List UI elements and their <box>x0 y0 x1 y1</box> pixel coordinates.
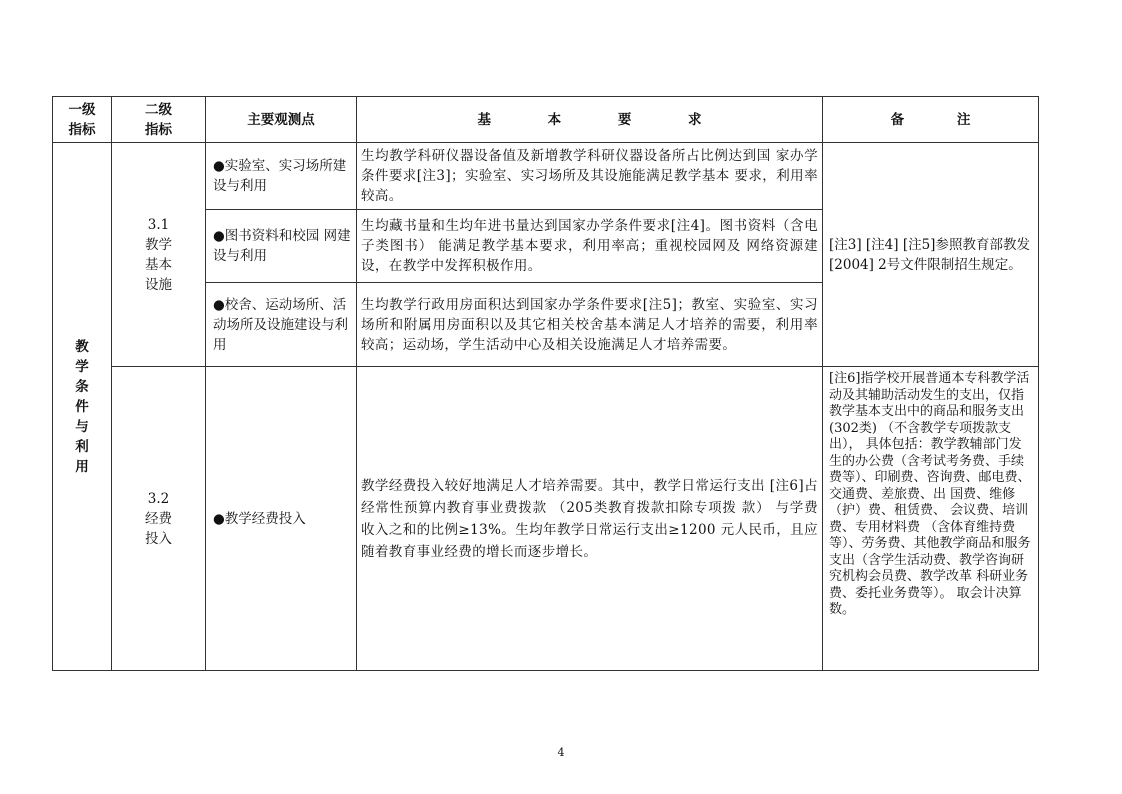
requirement-text: 生均教学科研仪器设备值及新增教学科研仪器设备所占比例达到国 家办学条件要求[注3]；实验室、实习场所及其设施能满足教学基本 要求，利用率较高。 <box>357 143 823 210</box>
page-number: 4 <box>557 746 565 759</box>
remark-cell: [注3] [注4] [注5]参照教育部教发 [2004] 2号文件限制招生规定。 <box>823 143 1039 367</box>
requirement-text: 生均藏书量和生均年进书量达到国家办学条件要求[注4]。图书资料（含电子类图书） 能满足教学基本要求，利用率高；重视校园网及 网络资源建设，在教学中发挥积极作用。 <box>357 210 823 283</box>
remark-cell: [注6]指学校开展普通本专科教学活动及其辅助活动发生的支出，仅指教学基本支出中的商品和服务支出 (302类) （不含教学专项拨款支出）， 具体包括：教学教辅部门发生的办公费（含考试考务费、手续费等）、印刷费、咨询费、邮电费、交通费、差旅费、出 国费、维修（护）费、租赁费、 会议费、培训费、专用材料费 （含体育维持费等）、劳务费、其他教学商品和服务支出（含学生活动费、教学咨询研究机构会员费、教学改革 科研业务费、委托业务费等）。 取会计决算数。 <box>823 367 1039 671</box>
header-remark <box>823 97 1039 143</box>
header-remark-text: 备 注 <box>890 111 995 128</box>
header-level2 <box>112 97 206 143</box>
header-level1-line2: 指标 <box>68 121 96 138</box>
level1-label: 教学条件与利用 <box>75 338 89 475</box>
level2-name-line: 设施 <box>145 276 172 293</box>
level2-name-line: 投入 <box>145 530 172 547</box>
observation-point: ●校舍、运动场所、活动场所及设施建设与利用 <box>206 283 357 367</box>
header-observation: 主要观测点 <box>206 97 357 143</box>
table-row <box>53 143 1039 210</box>
level2-code: 3.2 <box>147 490 170 507</box>
header-level1 <box>53 97 112 143</box>
header-level1-line1: 一级 <box>68 101 96 118</box>
level2-cell-3-2 <box>112 367 206 671</box>
table-row <box>53 367 1039 671</box>
header-level2-line1: 二级 <box>145 101 172 118</box>
observation-point: ●图书资料和校园 网建设与利用 <box>206 210 357 283</box>
level2-name-line: 经费 <box>145 510 172 527</box>
indicator-table <box>52 96 1039 671</box>
observation-point: ●实验室、实习场所建设与利用 <box>206 143 357 210</box>
level1-cell <box>53 143 112 671</box>
level2-cell-3-1 <box>112 143 206 367</box>
level2-code: 3.1 <box>147 216 170 233</box>
level2-name-line: 教学 <box>145 236 172 253</box>
requirement-text: 生均教学行政用房面积达到国家办学条件要求[注5]；教室、实验室、实习场所和附属用房面积以及其它相关校舍基本满足人才培养的需要，利用率较高；运动场，学生活动中心及相关设施满足人才培养需要。 <box>357 283 823 367</box>
header-row <box>53 97 1039 143</box>
observation-point: ●教学经费投入 <box>206 367 357 671</box>
requirement-text: 教学经费投入较好地满足人才培养需要。其中，教学日常运行支出 [注6]占经常性预算内教育事业费拨款 （205类教育拨款扣除专项拨 款） 与学费收入之和的比例≥13%。生均年教学日常运行支出≥1200 元人民币，且应随着教育事业经费的增长而逐步增长。 <box>357 367 823 671</box>
header-level2-line2: 指标 <box>145 121 172 138</box>
level2-name-line: 基本 <box>145 256 172 273</box>
header-requirement <box>357 97 823 143</box>
header-requirement-text: 基 本 要 求 <box>477 111 728 128</box>
